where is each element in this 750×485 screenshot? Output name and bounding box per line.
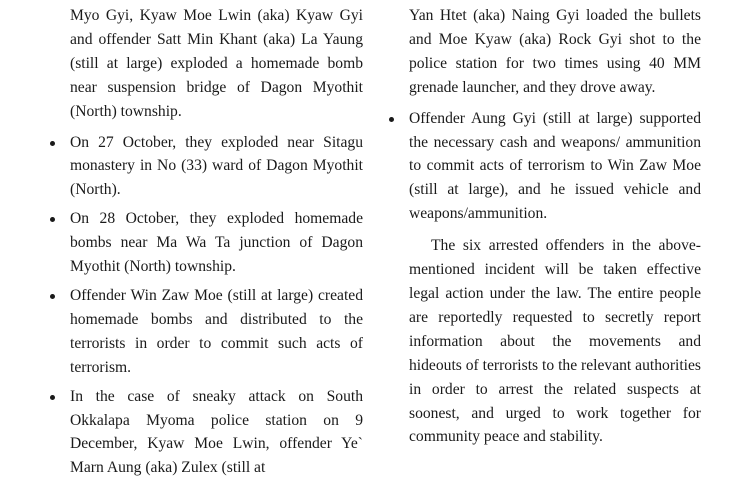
closing-paragraph: The six arrested offenders in the abovementioned incident will be taken effective legal action under the law. The entire people are reportedly requested to secretly report information about the movements and hideouts of terrorists to the relevant authorities in order to arrest the related suspects at soonest, and urged to work together for community peace and stability. bbox=[409, 237, 701, 446]
left-bullet-4: In the case of sneaky attack on South Okkalapa Myoma police station on 9 December, Kyaw Moe Lwin, offender Ye` Marn Aung (aka) Zulex (still at bbox=[70, 385, 363, 481]
right-column bbox=[409, 4, 701, 449]
right-bullet-1: Offender Aung Gyi (still at large) supported the necessary cash and weapons/ ammunition to commit acts of terrorism to Win Zaw Moe (still at large), and he issued vehicle and weapons/ammunition. bbox=[409, 107, 701, 227]
right-continuation-text: Yan Htet (aka) Naing Gyi loaded the bullets and Moe Kyaw (aka) Rock Gyi shot to the police station for two times using 40 MM grenade launcher, and they drove away. bbox=[409, 7, 701, 96]
left-bullet-1: On 27 October, they exploded near Sitagu monastery in No (33) ward of Dagon Myothit (North). bbox=[70, 131, 363, 203]
left-bullet-3: Offender Win Zaw Moe (still at large) created homemade bombs and distributed to the terrorists in order to commit such acts of terrorism. bbox=[70, 284, 363, 380]
left-bullet-2: On 28 October, they exploded homemade bombs near Ma Wa Ta junction of Dagon Myothit (North) township. bbox=[70, 207, 363, 279]
left-continuation-text: Myo Gyi, Kyaw Moe Lwin (aka) Kyaw Gyi and offender Satt Min Khant (aka) La Yaung (still at large) exploded a homemade bomb near suspension bridge of Dagon Myothit (North) township. bbox=[70, 7, 363, 120]
left-column bbox=[70, 4, 363, 485]
